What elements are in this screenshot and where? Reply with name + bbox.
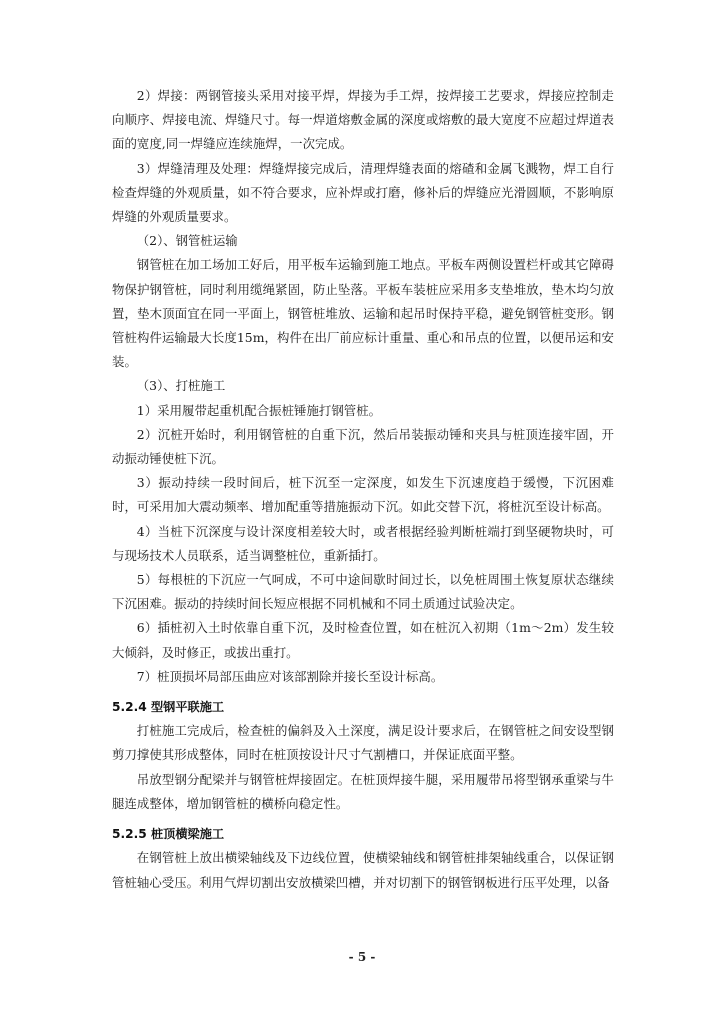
subheading-pile-transport: （2）、钢管桩运输 [136, 233, 238, 249]
paragraph-driving-step-5: 5）每根桩的下沉应一气呵成，不可中途间歇时间过长，以免桩周围土恢复原状态继续下沉困难。振动的持续时间长短应根据不同机械和不同土质通过试验决定。 [112, 572, 614, 612]
page-number: - 5 - [348, 950, 376, 964]
paragraph-bracing-1: 打桩施工完成后，检查桩的偏斜及入土深度，满足设计要求后，在钢管桩之间安设型钢剪刀撑使其形成整体，同时在桩顶按设计尺寸气割槽口，并保证底面平整。 [112, 723, 614, 763]
paragraph-crossbeam: 在钢管桩上放出横梁轴线及下边线位置，使横梁轴线和钢管桩排架轴线重合，以保证钢管桩轴心受压。利用气焊切割出安放横梁凹槽，并对切割下的钢管钢板进行压平处理，以备 [112, 850, 614, 890]
document-body [112, 84, 614, 895]
paragraph-pile-transport: 钢管桩在加工场加工好后，用平板车运输到施工地点。平板车两侧设置栏杆或其它障碍物保护钢管桩，同时利用缆绳紧固，防止坠落。平板车装桩应采用多支垫堆放，垫木均匀放置，垫木顶面宜在同一平面上，钢管桩堆放、运输和起吊时保持平稳，避免钢管桩变形。钢管桩构件运输最大长度15m，构件在出厂前应标计重量、重心和吊点的位置，以便吊运和安装。 [112, 257, 614, 370]
paragraph-welding: 2）焊接：两钢管接头采用对接平焊，焊接为手工焊，按焊接工艺要求，焊接应控制走向顺序、焊接电流、焊缝尺寸。每一焊道熔敷金属的深度或熔敷的最大宽度不应超过焊道表面的宽度,同一焊缝应连续施焊，一次完成。 [112, 88, 614, 152]
section-heading-5-2-5: 5.2.5 桩顶横梁施工 [112, 827, 225, 842]
paragraph-driving-step-7: 7）桩顶损坏局部压曲应对该部割除并接长至设计标高。 [136, 668, 444, 684]
paragraph-driving-step-6: 6）插桩初入土时依靠自重下沉，及时检查位置，如在桩沉入初期（1m～2m）发生较大倾斜，及时修正，或拔出重打。 [112, 620, 614, 660]
paragraph-driving-step-3: 3）振动持续一段时间后，桩下沉至一定深度，如发生下沉速度趋于缓慢，下沉困难时，可采用加大震动频率、增加配重等措施振动下沉。如此交替下沉，将桩沉至设计标高。 [112, 475, 614, 515]
paragraph-bracing-2: 吊放型钢分配梁并与钢管桩焊接固定。在桩顶焊接牛腿，采用履带吊将型钢承重梁与牛腿连成整体，增加钢管桩的横桥向稳定性。 [112, 771, 614, 811]
paragraph-driving-step-1: 1）采用履带起重机配合振桩锤施打钢管桩。 [136, 402, 382, 418]
paragraph-driving-step-4: 4）当桩下沉深度与设计深度相差较大时，或者根据经验判断桩端打到坚硬物块时，可与现场技术人员联系，适当调整桩位，重新插打。 [112, 523, 614, 563]
paragraph-weld-cleaning: 3）焊缝清理及处理：焊缝焊接完成后，清理焊缝表面的熔碴和金属飞溅物，焊工自行检查焊缝的外观质量，如不符合要求，应补焊或打磨，修补后的焊缝应光滑圆顺，不影响原焊缝的外观质量要求。 [112, 160, 614, 225]
section-heading-5-2-4: 5.2.4 型钢平联施工 [112, 700, 225, 715]
subheading-pile-driving: （3）、打桩施工 [136, 378, 226, 394]
paragraph-driving-step-2: 2）沉桩开始时，利用钢管桩的自重下沉，然后吊装振动锤和夹具与桩顶连接牢固，开动振动锤使桩下沉。 [112, 426, 614, 467]
